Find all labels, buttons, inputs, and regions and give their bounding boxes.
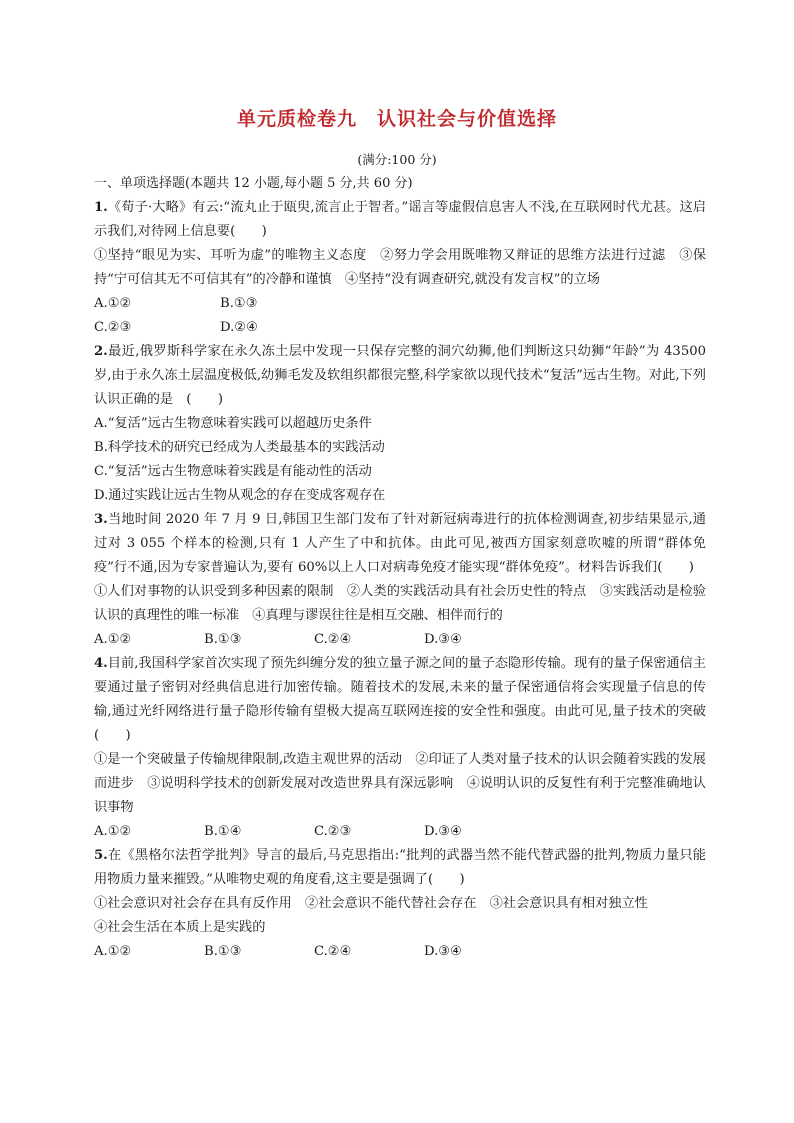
question-number: 5. [94,848,108,863]
page-title: 单元质检卷九 认识社会与价值选择 [236,108,557,130]
question-5 [94,844,706,964]
option-c[interactable]: C.“复活”远古生物意味着实践是有能动性的活动 [94,464,372,479]
option-c[interactable]: C.②③ [94,320,132,335]
question-4 [94,652,706,844]
question-text: 最近,俄罗斯科学家在永久冻土层中发现一只保存完整的洞穴幼狮,他们判断这只幼狮“年龄”为 43500 岁,由于永久冻土层温度极低,幼狮毛发及软组织都很完整,科学家欲以现代技术“复活”远古生物。对此,下列认识正确的是 ( ) [94,344,706,407]
option-d[interactable]: D.②④ [220,320,258,335]
options-row [94,316,706,340]
option-a[interactable]: A.“复活”远古生物意味着实践可以超越历史条件 [94,416,372,431]
option-a[interactable]: A.①② [94,632,132,647]
question-text: 当地时间 2020 年 7 月 9 日,韩国卫生部门发布了针对新冠病毒进行的抗体检测调查,初步结果显示,通过对 3 055 个样本的检测,只有 1 人产生了中和抗体。由此可见,被西方国家刻意吹嘘的所谓“群体免疫”行不通,因为专家普遍认为,要有 60%以上人口对病毒免疫才能实现“群体免疫”。材料告诉我们( ) [94,512,706,575]
question-items: ①社会意识对社会存在具有反作用 ②社会意识不能代替社会存在 ③社会意识具有相对独立性 [94,896,648,911]
options-row [94,292,706,316]
full-score: (满分:100 分) [357,152,437,167]
option-b[interactable]: B.①③ [204,632,242,647]
question-3 [94,508,706,652]
question-stem [94,196,706,244]
option-a[interactable]: A.①② [94,944,132,959]
option-d[interactable]: D.③④ [424,632,462,647]
option-c[interactable]: C.②③ [314,824,352,839]
question-text: 《荀子·大略》有云:“流丸止于瓯臾,流言止于智者。”谣言等虚假信息害人不浅,在互联网时代尤甚。这启示我们,对待网上信息要( ) [94,200,706,239]
question-text: 目前,我国科学家首次实现了预先纠缠分发的独立量子源之间的量子态隐形传输。现有的量子保密通信主要通过量子密钥对经典信息进行加密传输。随着技术的发展,未来的量子保密通信将会实现量子信息的传输,通过光纤网络进行量子隐形传输有望极大提高互联网连接的安全性和强度。由此可见,量子技术的突破( ) [94,656,706,743]
question-number: 4. [94,656,108,671]
question-stem [94,340,706,412]
question-text: 在《黑格尔法哲学批判》导言的最后,马克思指出:“批判的武器当然不能代替武器的批判,物质力量只能用物质力量来摧毁。”从唯物史观的角度看,这主要是强调了( ) [94,848,706,887]
option-d[interactable]: D.③④ [424,944,462,959]
question-number: 1. [94,200,108,215]
section-heading: 一、单项选择题(本题共 12 小题,每小题 5 分,共 60 分) [94,176,413,191]
option-d[interactable]: D.③④ [424,824,462,839]
option-c[interactable]: C.②④ [314,632,352,647]
question-items: ①坚持“眼见为实、耳听为虚”的唯物主义态度 ②努力学会用既唯物又辩证的思维方法进行过滤 ③保持“宁可信其无不可信其有”的冷静和谨慎 ④坚持“没有调查研究,就没有发言权”的立场 [94,248,706,287]
options-row [94,820,706,844]
option-b[interactable]: B.①③ [220,296,258,311]
option-c[interactable]: C.②④ [314,944,352,959]
option-a[interactable]: A.①② [94,824,132,839]
question-2 [94,340,706,508]
question-number: 2. [94,344,108,359]
options-row [94,940,706,964]
question-list [94,196,706,964]
question-stem [94,844,706,892]
question-1 [94,196,706,340]
options-row [94,628,706,652]
option-b[interactable]: B.科学技术的研究已经成为人类最基本的实践活动 [94,440,385,455]
option-b[interactable]: B.①③ [204,944,242,959]
question-items: ①是一个突破量子传输规律限制,改造主观世界的活动 ②印证了人类对量子技术的认识会随着实践的发展而进步 ③说明科学技术的创新发展对改造世界具有深远影响 ④说明认识的反复性有利于完整准确地认识事物 [94,752,706,815]
question-stem [94,652,706,748]
question-number: 3. [94,512,108,527]
option-d[interactable]: D.通过实践让远古生物从观念的存在变成客观存在 [94,488,386,503]
question-items-continued: ④社会生活在本质上是实践的 [94,920,266,935]
question-items: ①人们对事物的认识受到多种因素的限制 ②人类的实践活动具有社会历史性的特点 ③实践活动是检验认识的真理性的唯一标准 ④真理与谬误往往是相互交融、相伴而行的 [94,584,706,623]
option-a[interactable]: A.①② [94,296,132,311]
option-b[interactable]: B.①④ [204,824,242,839]
question-stem [94,508,706,580]
